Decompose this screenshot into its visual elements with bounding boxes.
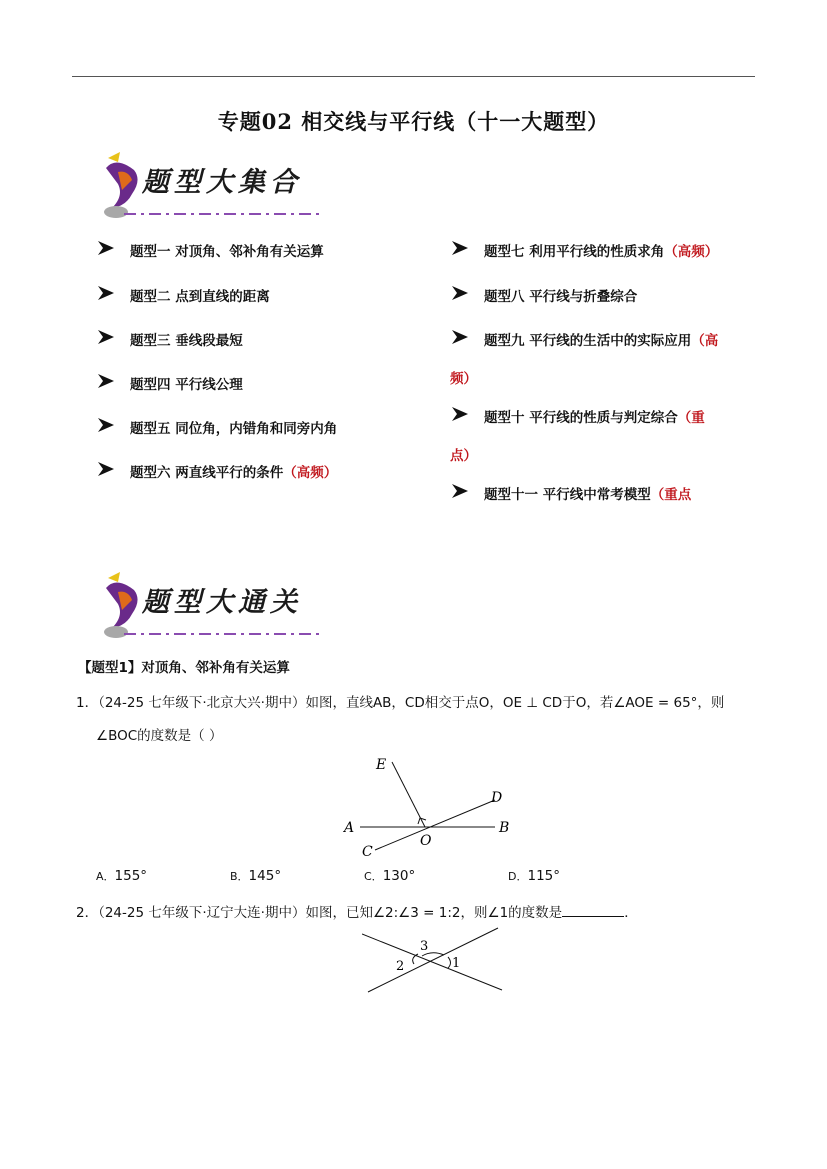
question-1-line-2: ∠BOC的度数是（ ）: [96, 728, 223, 744]
item-label: 题型五 同位角，内错角和同旁内角: [130, 421, 338, 437]
item-label: 题型十 平行线的性质与判定综合: [484, 410, 678, 426]
arrow-bullet-icon: [450, 476, 470, 514]
list-item: [450, 399, 705, 437]
label-O: O: [420, 833, 432, 849]
list-item: [96, 233, 324, 271]
section-heading: 【题型1】对顶角、邻补角有关运算: [78, 660, 290, 676]
list-item: [96, 410, 337, 448]
list-item: [450, 322, 718, 360]
arrow-bullet-icon: [96, 454, 116, 492]
item-tag-continued: 点）: [450, 448, 477, 464]
banner-practice-text: 题型大通关: [142, 587, 302, 618]
option-c: C．130°: [364, 868, 416, 884]
item-label: 题型十一 平行线中常考模型: [484, 487, 651, 503]
page-title: 专题02 相交线与平行线（十一大题型）: [217, 109, 610, 134]
option-b: B．145°: [230, 868, 282, 884]
list-item: [450, 476, 691, 514]
arrow-bullet-icon: [96, 410, 116, 448]
option-a: A．155°: [96, 868, 148, 884]
item-label: 题型九 平行线的生活中的实际应用: [484, 333, 692, 349]
list-item: [450, 278, 637, 316]
arrow-bullet-icon: [96, 233, 116, 271]
item-label: 题型三 垂线段最短: [130, 333, 243, 349]
list-item: [96, 366, 243, 404]
item-label: 题型二 点到直线的距离: [130, 289, 270, 305]
banner-collection: [98, 150, 330, 224]
arrow-bullet-icon: [450, 399, 470, 437]
list-item: [96, 278, 270, 316]
arrow-bullet-icon: [450, 322, 470, 360]
list-item: [96, 454, 337, 492]
label-D: D: [491, 790, 503, 806]
answer-blank[interactable]: [562, 904, 624, 917]
list-item: [96, 322, 243, 360]
arrow-bullet-icon: [96, 366, 116, 404]
item-label: 题型一 对顶角、邻补角有关运算: [130, 244, 324, 260]
arrow-bullet-icon: [96, 322, 116, 360]
banner-collection-text: 题型大集合: [142, 167, 302, 198]
angle-label-3: 3: [420, 939, 429, 954]
list-item: [450, 233, 718, 271]
banner-practice: [98, 570, 330, 644]
figure-2-diagram: [362, 926, 507, 998]
label-A: A: [344, 820, 355, 836]
arrow-bullet-icon: [96, 278, 116, 316]
label-C: C: [362, 844, 373, 860]
item-tag: （高: [691, 333, 719, 349]
angle-label-1: 1: [452, 956, 461, 971]
item-label: 题型八 平行线与折叠综合: [484, 289, 638, 305]
top-rule: [72, 76, 755, 77]
item-label: 题型四 平行线公理: [130, 377, 243, 393]
label-B: B: [499, 820, 510, 836]
arrow-bullet-icon: [450, 278, 470, 316]
figure-1-diagram: [340, 752, 530, 862]
item-tag-continued: 频）: [450, 371, 477, 387]
item-tag: （高频）: [664, 244, 719, 260]
item-tag: （重点: [650, 487, 692, 503]
item-label: 题型六 两直线平行的条件: [130, 465, 284, 481]
angle-label-2: 2: [396, 959, 405, 974]
item-tag: （重: [677, 410, 705, 426]
question-2-text: 2．（24-25 七年级下·辽宁大连·期中）如图，已知∠2:∠3 = 1:2，则∠1的度数是 ．: [76, 905, 638, 921]
arrow-bullet-icon: [450, 233, 470, 271]
question-1-line-1: 1．（24-25 七年级下·北京大兴·期中）如图，直线AB，CD相交于点O，OE ⊥ CD于O，若∠AOE = 65°，则: [76, 695, 725, 711]
option-d: D．115°: [508, 868, 561, 884]
item-label: 题型七 利用平行线的性质求角: [484, 244, 665, 260]
label-E: E: [376, 757, 387, 773]
item-tag: （高频）: [283, 465, 338, 481]
